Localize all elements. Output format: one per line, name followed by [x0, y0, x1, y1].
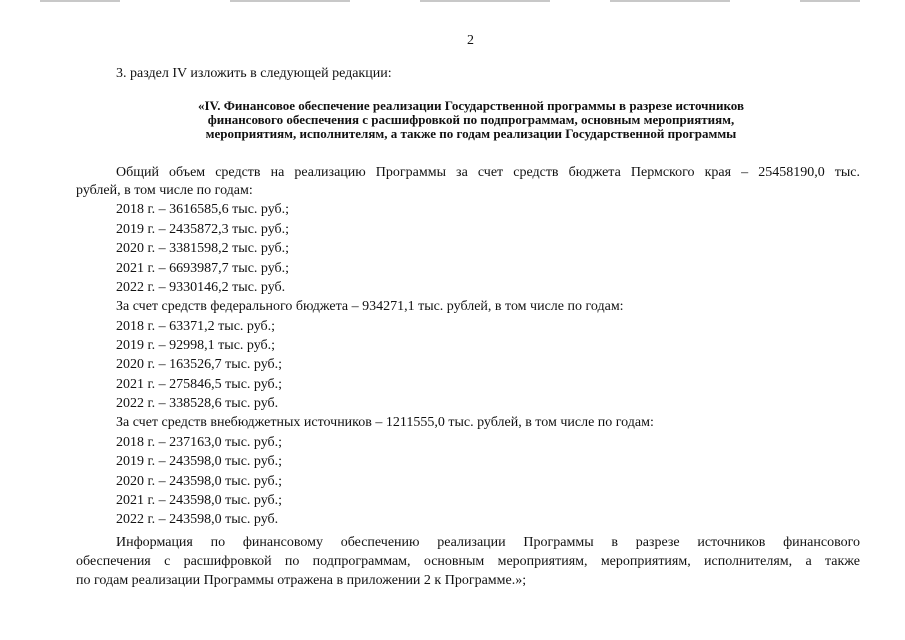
section-heading: [151, 99, 791, 141]
regional-year-item: 2021 г. – 6693987,7 тыс. руб.;: [116, 261, 290, 276]
page-number: 2: [467, 33, 474, 48]
federal-year-item: 2019 г. – 92998,1 тыс. руб.;: [116, 338, 276, 353]
info-paragraph-line: обеспечения с расшифровкой по подпрограммам, основным мероприятиям, мероприятиям, исполнителям, а также: [76, 554, 860, 569]
total-funding-line: Общий объем средств на реализацию Программы за счет средств бюджета Пермского края – 25458190,0 тыс.: [116, 165, 860, 180]
scan-artifact-line: [800, 0, 860, 2]
scan-artifact-line: [610, 0, 730, 2]
federal-year-item: 2020 г. – 163526,7 тыс. руб.;: [116, 357, 283, 372]
federal-funding-line: За счет средств федерального бюджета – 934271,1 тыс. рублей, в том числе по годам:: [116, 299, 624, 314]
extrabudget-year-item: 2022 г. – 243598,0 тыс. руб.: [116, 512, 279, 527]
extrabudget-year-item: 2018 г. – 237163,0 тыс. руб.;: [116, 435, 283, 450]
extrabudget-year-item: 2020 г. – 243598,0 тыс. руб.;: [116, 474, 283, 489]
regional-year-item: 2019 г. – 2435872,3 тыс. руб.;: [116, 222, 290, 237]
regional-year-item: 2018 г. – 3616585,6 тыс. руб.;: [116, 202, 290, 217]
scan-artifact-line: [40, 0, 120, 2]
extrabudget-funding-line: За счет средств внебюджетных источников – 1211555,0 тыс. рублей, в том числе по годам:: [116, 415, 654, 430]
scan-artifact-line: [420, 0, 550, 2]
total-funding-line-cont: рублей, в том числе по годам:: [76, 183, 253, 198]
federal-year-item: 2021 г. – 275846,5 тыс. руб.;: [116, 377, 283, 392]
regional-year-item: 2022 г. – 9330146,2 тыс. руб.: [116, 280, 286, 295]
federal-year-item: 2022 г. – 338528,6 тыс. руб.: [116, 396, 279, 411]
extrabudget-year-item: 2021 г. – 243598,0 тыс. руб.;: [116, 493, 283, 508]
heading-line: мероприятиям, исполнителям, а также по годам реализации Государственной программы: [205, 126, 737, 141]
extrabudget-year-item: 2019 г. – 243598,0 тыс. руб.;: [116, 454, 283, 469]
regional-year-item: 2020 г. – 3381598,2 тыс. руб.;: [116, 241, 290, 256]
info-paragraph-line: по годам реализации Программы отражена в приложении 2 к Программе.»;: [76, 573, 527, 588]
federal-year-item: 2018 г. – 63371,2 тыс. руб.;: [116, 319, 276, 334]
info-paragraph-line: Информация по финансовому обеспечению реализации Программы в разрезе источников финансового: [116, 535, 860, 550]
heading-line: «IV. Финансовое обеспечение реализации Государственной программы в разрезе источников: [198, 98, 744, 113]
scan-artifact-line: [230, 0, 350, 2]
heading-line: финансового обеспечения с расшифровкой по подпрограммам, основным мероприятиям,: [207, 112, 735, 127]
intro-paragraph: 3. раздел IV изложить в следующей редакции:: [116, 66, 392, 81]
